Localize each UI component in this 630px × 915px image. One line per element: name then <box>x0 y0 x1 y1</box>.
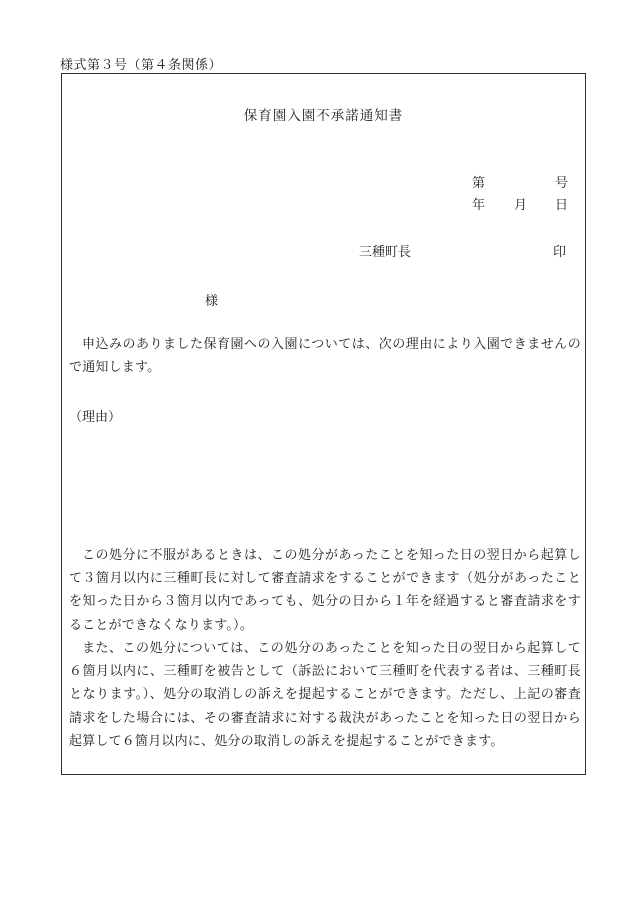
notice-frame <box>61 73 586 775</box>
seal-mark: 印 <box>553 245 567 260</box>
date-month: 月 <box>514 198 528 213</box>
date-year: 年 <box>472 198 486 213</box>
appeal-paragraph-1: この処分に不服があるときは、この処分があったことを知った日の翌日から起算して３箇月以内に三種町長に対して審査請求をすることができます（処分があったことを知った日から３箇月以内であっても、処分の日から１年を経過すると審査請求をすることができなくなります。）。 <box>69 548 581 633</box>
recipient-suffix: 様 <box>205 294 219 309</box>
issuer-name: 三種町長 <box>359 245 412 260</box>
form-number-label: 様式第３号（第４条関係） <box>60 58 223 73</box>
document-title: 保育園入園不承諾通知書 <box>243 108 404 124</box>
date-day: 日 <box>555 198 569 213</box>
number-prefix: 第 <box>472 176 486 191</box>
appeal-paragraph-2: また、この処分については、この処分のあったことを知った日の翌日から起算して６箇月以内に、三種町を被告として（訴訟において三種町を代表する者は、三種町長となります。）、処分の取消しの訴えを提起することができます。ただし、上記の審査請求をした場合には、その審査請求に対する裁決があったことを知った日の翌日から起算して６箇月以内に、処分の取消しの訴えを提起することができます。 <box>69 641 581 749</box>
number-suffix: 号 <box>555 176 569 191</box>
reason-label: （理由） <box>69 410 122 425</box>
notice-body: 申込みのありました保育園への入園については、次の理由により入園できませんので通知します。 <box>69 337 581 376</box>
